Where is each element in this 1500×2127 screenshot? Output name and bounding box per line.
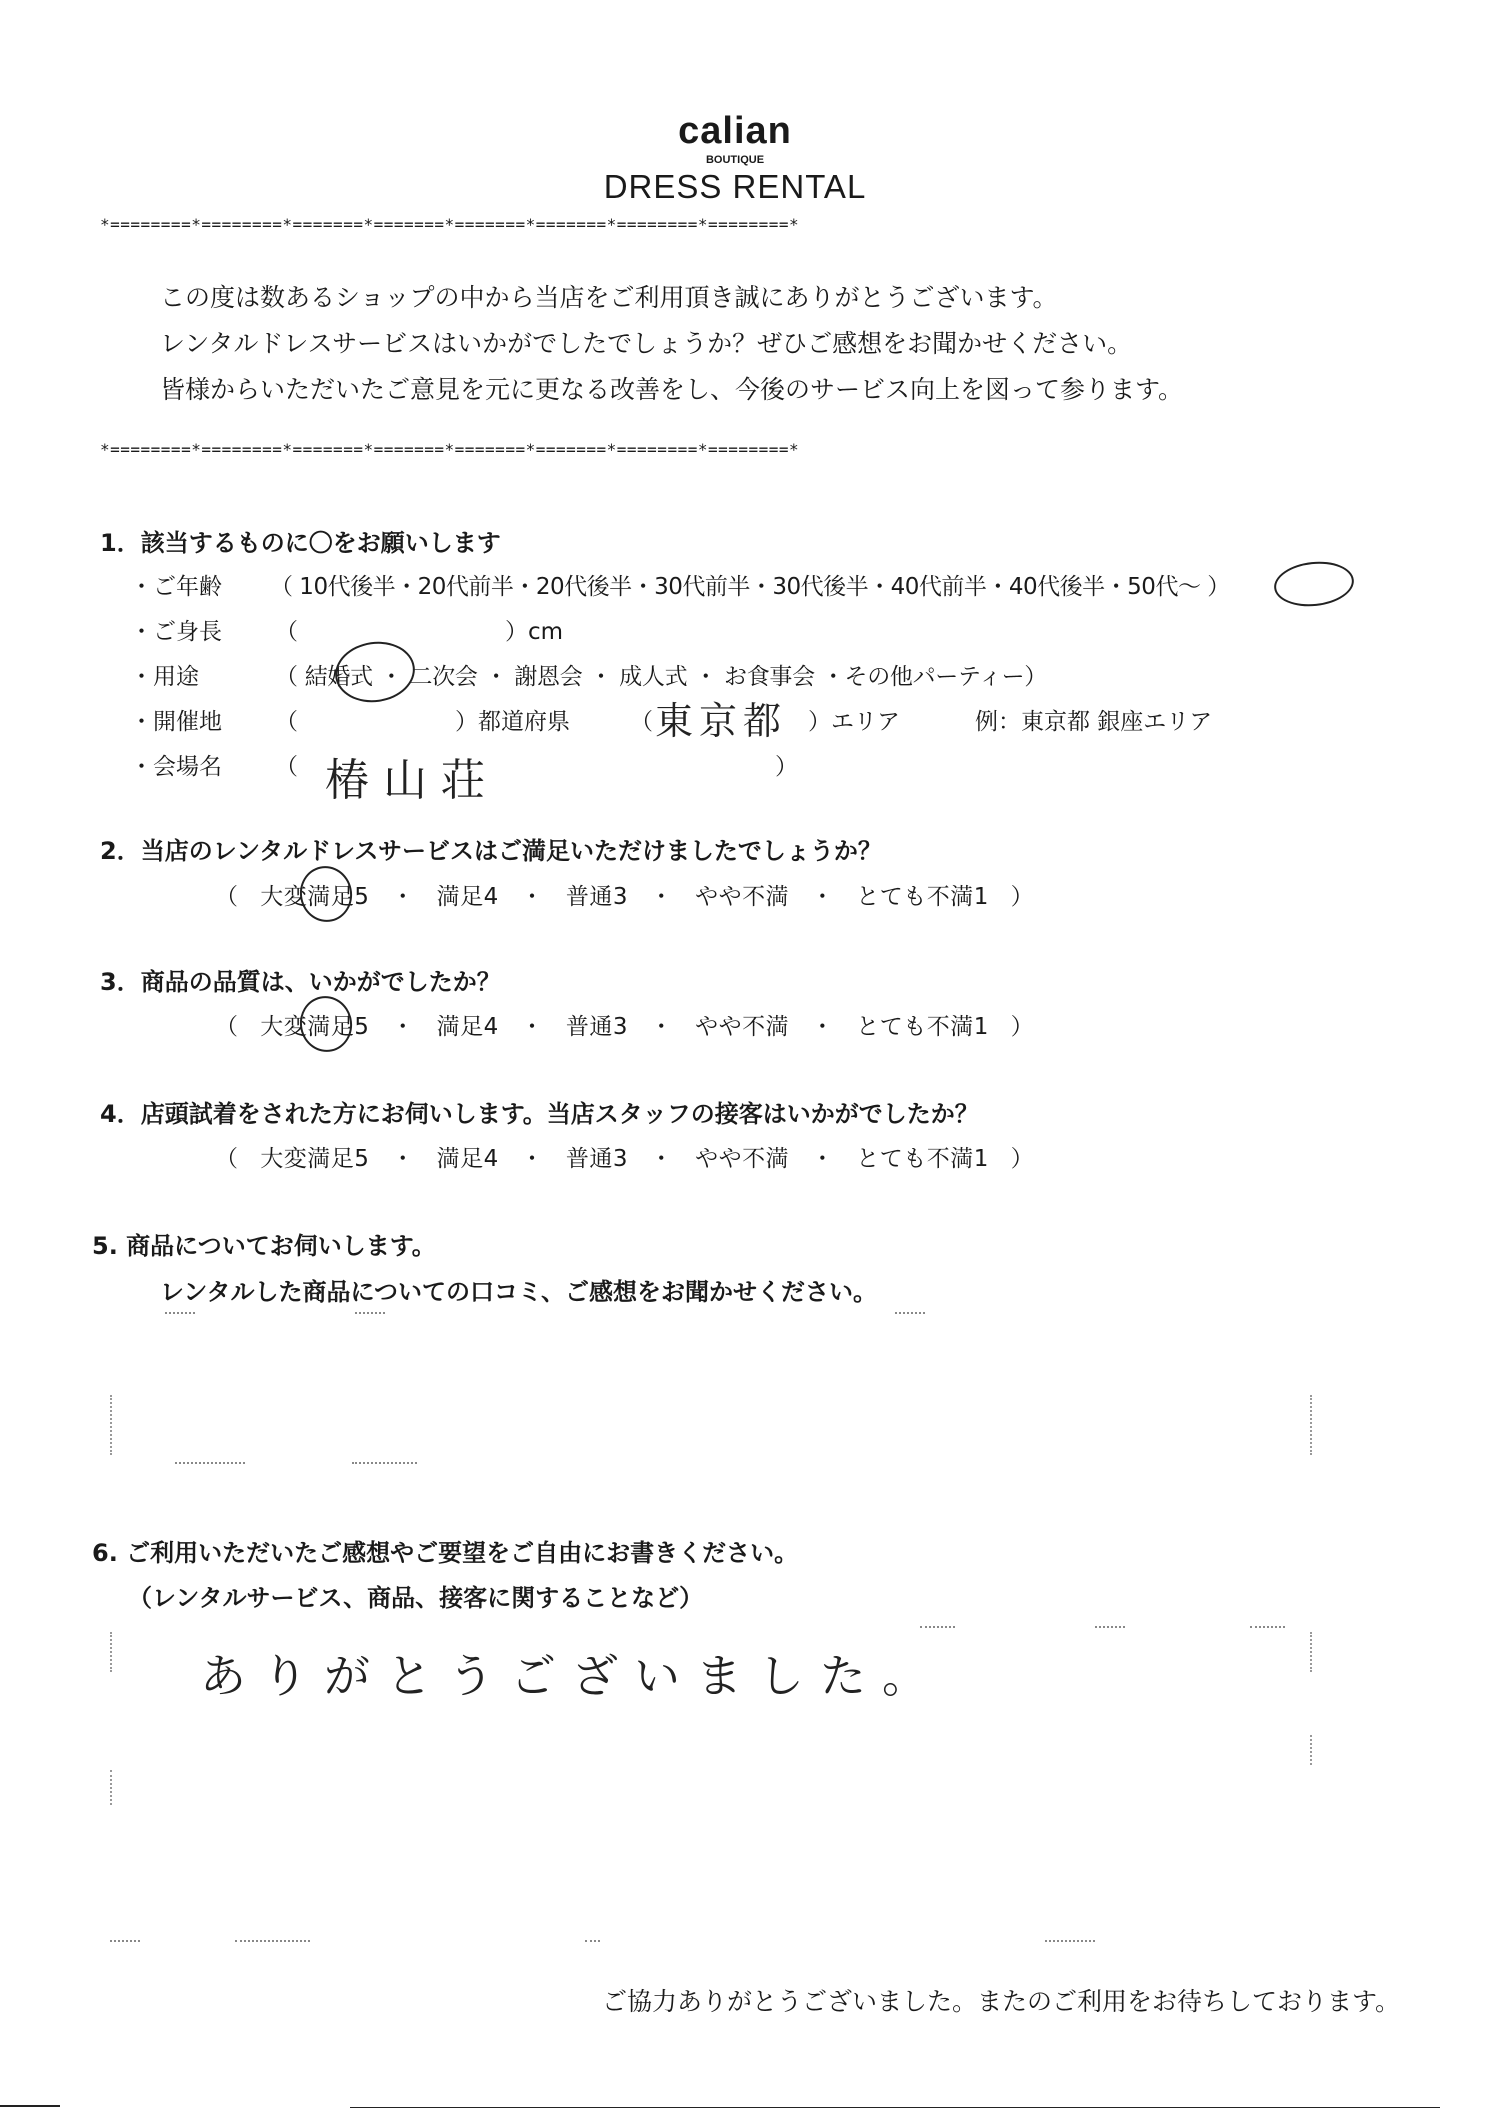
q1-title: 1．該当するものに〇をお願いします	[100, 529, 501, 557]
age-selection-circle	[1272, 558, 1356, 610]
dotted-mark	[110, 1770, 112, 1805]
q6-handwritten: ありがとうございました。	[200, 1649, 944, 1703]
height-open: （	[275, 619, 298, 645]
age-label: ・ご年齢	[130, 574, 222, 600]
q4-title: 4．店頭試着をされた方にお伺いします。当店スタッフの接客はいかがでしたか？	[100, 1100, 979, 1128]
dotted-mark	[585, 1940, 600, 1942]
intro-line-1: この度は数あるショップの中から当店をご利用頂き誠にありがとうございます。	[160, 283, 1058, 312]
q6-title: 6. ご利用いただいたご感想やご要望をご自由にお書きください。	[92, 1539, 799, 1567]
dotted-mark	[110, 1632, 112, 1672]
dotted-mark	[1310, 1395, 1312, 1455]
brand-logo: calian	[678, 110, 792, 152]
dotted-mark	[1045, 1940, 1095, 1942]
closing-message: ご協力ありがとうございました。またのご利用をお待ちしております。	[601, 1987, 1400, 2016]
q2-title: 2．当店のレンタルドレスサービスはご満足いただけましたでしょうか？	[100, 837, 882, 865]
dotted-mark	[920, 1626, 955, 1628]
q5-subtitle: レンタルした商品についての口コミ、ご感想をお聞かせください。	[160, 1278, 877, 1306]
venue-handwritten: 椿山荘	[325, 755, 499, 806]
use-options: （ 結婚式 ・ 二次会 ・ 謝恩会 ・ 成人式 ・ お食事会 ・その他パーティー）	[275, 664, 1047, 690]
dotted-mark	[1310, 1632, 1312, 1672]
place-open: （	[275, 709, 298, 735]
q3-options: （ 大変満足5 ・ 満足4 ・ 普通3 ・ やや不満 ・ とても不満1 ）	[215, 1014, 1035, 1040]
venue-open: （	[275, 754, 298, 780]
dotted-mark	[110, 1940, 140, 1942]
form-title: DRESS RENTAL	[603, 168, 867, 205]
place-pref: ）都道府県	[455, 709, 570, 735]
q2-selection-circle	[295, 861, 358, 927]
place-area-open: （	[630, 709, 653, 735]
dotted-mark	[352, 1462, 417, 1464]
place-example: 例：東京都 銀座エリア	[975, 709, 1213, 735]
use-label: ・用途	[130, 664, 199, 690]
q3-selection-circle	[295, 991, 358, 1057]
place-label: ・開催地	[130, 709, 222, 735]
place-handwritten: 東京都	[655, 699, 788, 743]
q6-subtitle: （レンタルサービス、商品、接客に関することなど）	[128, 1584, 704, 1612]
dotted-mark	[1095, 1626, 1125, 1628]
dotted-mark	[895, 1312, 925, 1314]
dotted-mark	[175, 1462, 245, 1464]
scan-edge-mark	[0, 2105, 60, 2107]
dotted-mark	[355, 1312, 385, 1314]
q5-title: 5. 商品についてお伺いします。	[92, 1232, 436, 1260]
dotted-mark	[1250, 1626, 1285, 1628]
intro-line-2: レンタルドレスサービスはいかがでしたでしょうか？ぜひご感想をお聞かせください。	[160, 329, 1133, 358]
q2-options: （ 大変満足5 ・ 満足4 ・ 普通3 ・ やや不満 ・ とても不満1 ）	[215, 884, 1035, 910]
use-selection-circle	[331, 637, 419, 708]
scan-edge-mark	[350, 2107, 1440, 2108]
dotted-mark	[165, 1312, 195, 1314]
dotted-mark	[235, 1940, 310, 1942]
divider-top: *========*========*=======*=======*=======*=======*========*========*	[100, 215, 800, 234]
place-area: ）エリア	[808, 709, 900, 735]
venue-close: ）	[775, 754, 798, 780]
dotted-mark	[110, 1395, 112, 1455]
brand-sub: BOUTIQUE	[705, 154, 765, 166]
height-unit: ）cm	[505, 619, 564, 645]
height-label: ・ご身長	[130, 619, 222, 645]
divider-bottom: *========*========*=======*=======*=======*=======*========*========*	[100, 440, 800, 459]
age-options: （ 10代後半・20代前半・20代後半・30代前半・30代後半・40代前半・40代後半・50代～ ）	[270, 574, 1230, 600]
venue-label: ・会場名	[130, 754, 222, 780]
q3-title: 3．商品の品質は、いかがでしたか？	[100, 968, 501, 996]
intro-line-3: 皆様からいただいたご意見を元に更なる改善をし、今後のサービス向上を図って参ります。	[160, 375, 1184, 404]
q4-options: （ 大変満足5 ・ 満足4 ・ 普通3 ・ やや不満 ・ とても不満1 ）	[215, 1146, 1035, 1172]
dotted-mark	[1310, 1735, 1312, 1765]
